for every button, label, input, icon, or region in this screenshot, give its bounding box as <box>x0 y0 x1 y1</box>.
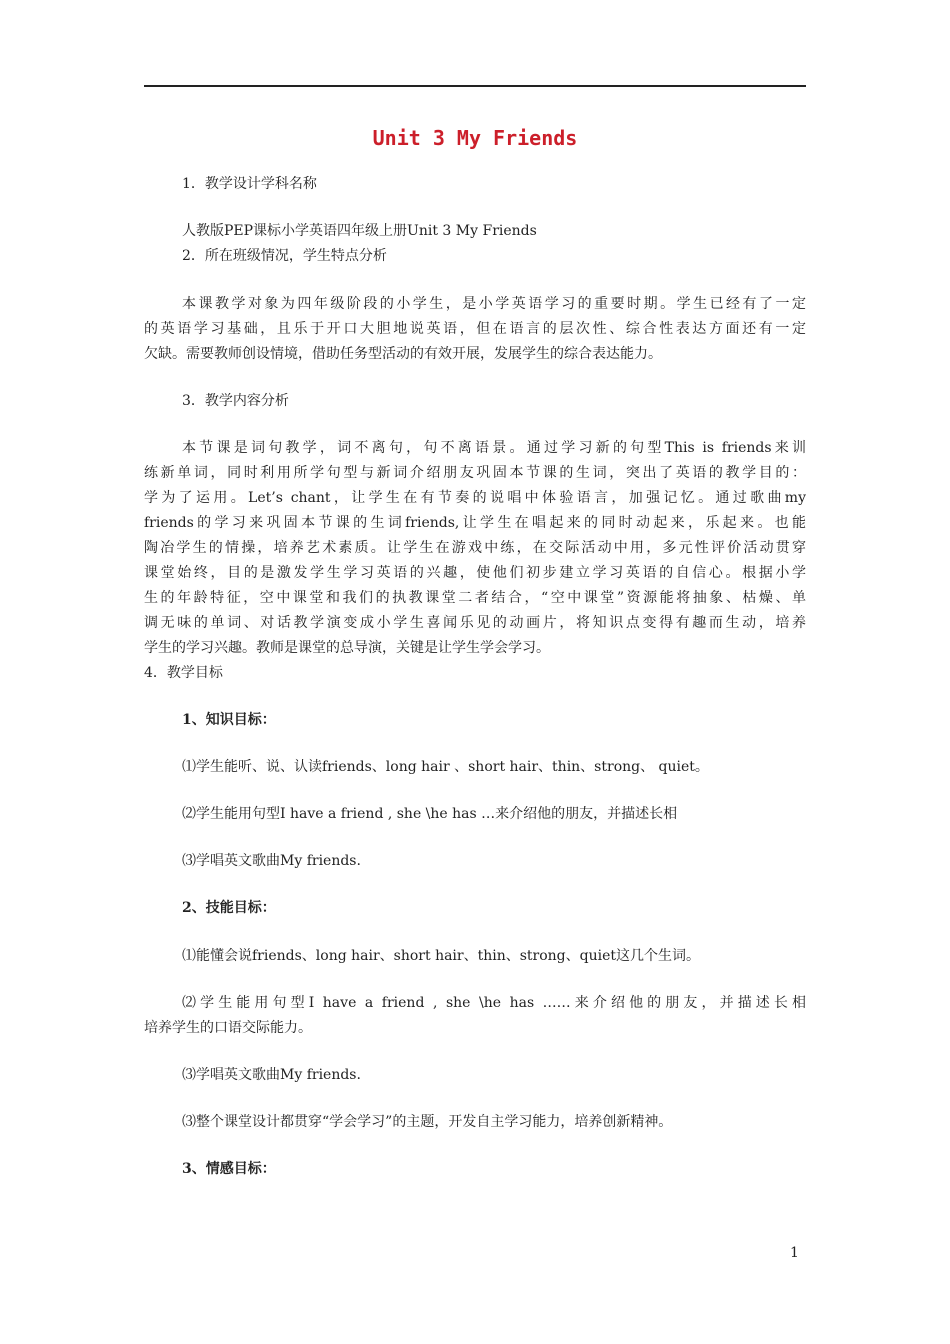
knowledge-goal-item: ⑵学生能用句型I have a friend , she \he has …来介绍他的朋友，并描述长相 <box>182 806 678 822</box>
skill-goal-item: ⑵学生能用句型I have a friend , she \he has ……来介绍他的朋友，并描述长相 <box>182 995 806 1011</box>
section-2-heading: 2．所在班级情况，学生特点分析 <box>182 248 387 264</box>
section-2-line: 的英语学习基础，且乐于开口大胆地说英语，但在语言的层次性、综合性表达方面还有一定 <box>144 321 806 337</box>
section-1-body: 人教版PEP课标小学英语四年级上册Unit 3 My Friends <box>182 223 537 239</box>
skill-goal-item: ⑶整个课堂设计都贯穿“学会学习”的主题，开发自主学习能力，培养创新精神。 <box>182 1114 673 1130</box>
section-3-line: 陶冶学生的情操，培养艺术素质。让学生在游戏中练，在交际活动中用，多元性评价活动贯穿 <box>144 540 806 556</box>
section-1-heading: 1．教学设计学科名称 <box>182 176 317 192</box>
knowledge-goal-item: ⑶学唱英文歌曲My friends. <box>182 853 361 869</box>
section-3-line: 本节课是词句教学，词不离句，句不离语景。通过学习新的句型This is friends来训 <box>182 440 806 456</box>
section-3-line: 练新单词，同时利用所学句型与新词介绍朋友巩固本节课的生词，突出了英语的教学目的： <box>144 465 806 481</box>
section-3-line: 生的年龄特征，空中课堂和我们的执教课堂二者结合，“空中课堂”资源能将抽象、枯燥、单 <box>144 590 806 606</box>
section-3-line: 调无味的单词、对话教学演变成小学生喜闻乐见的动画片，将知识点变得有趣而生动，培养 <box>144 615 806 631</box>
document-title: Unit 3 My Friends <box>372 126 578 150</box>
section-3-line: 课堂始终，目的是激发学生学习英语的兴趣，使他们初步建立学习英语的自信心。根据小学 <box>144 565 806 581</box>
section-2-line: 欠缺。需要教师创设情境，借助任务型活动的有效开展，发展学生的综合表达能力。 <box>144 346 662 362</box>
skill-goal-item: ⑴能懂会说friends、long hair、short hair、thin、strong、quiet这几个生词。 <box>182 948 701 964</box>
skill-goal-item-continued: 培养学生的口语交际能力。 <box>144 1020 312 1036</box>
emotional-goals-heading: 3、情感目标： <box>182 1161 276 1177</box>
section-4-heading: 4．教学目标 <box>144 665 223 681</box>
skill-goals-heading: 2、技能目标： <box>182 900 276 916</box>
knowledge-goal-item: ⑴学生能听、说、认读friends、long hair 、short hair、thin、strong、 quiet。 <box>182 759 709 775</box>
section-3-line: 学生的学习兴趣。教师是课堂的总导演，关键是让学生学会学习。 <box>144 640 550 656</box>
knowledge-goals-heading: 1、知识目标： <box>182 712 276 728</box>
section-3-line: 学为了运用。Let’s chant，让学生在有节奏的说唱中体验语言，加强记忆。通过歌曲my <box>144 490 806 506</box>
section-3-line: friends的学习来巩固本节课的生词friends,让学生在唱起来的同时动起来，乐起来。也能 <box>144 515 806 531</box>
section-3-heading: 3．教学内容分析 <box>182 393 289 409</box>
skill-goal-item: ⑶学唱英文歌曲My friends. <box>182 1067 361 1083</box>
header-rule <box>144 85 806 87</box>
section-2-line: 本课教学对象为四年级阶段的小学生，是小学英语学习的重要时期。学生已经有了一定 <box>182 296 806 312</box>
page-number: 1 <box>790 1245 799 1261</box>
